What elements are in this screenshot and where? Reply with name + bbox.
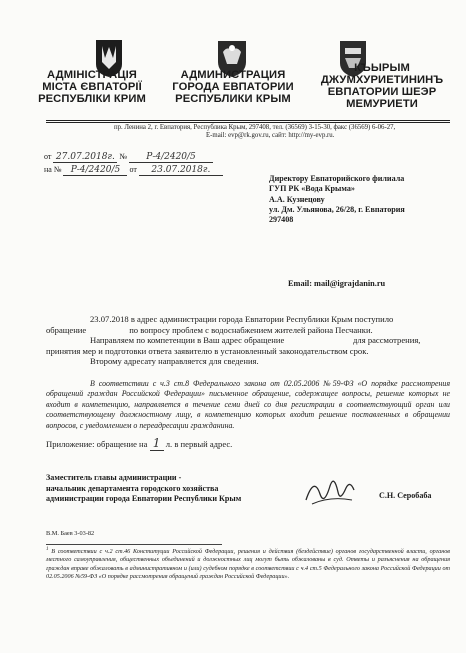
header-crimean-tatar [306,62,458,110]
header-divider [46,120,450,121]
from-no-label: № [119,152,128,161]
recipient-block [269,174,405,225]
incoming-ref-row [44,165,223,176]
legal-paragraph: В соответствии с ч.3 ст.8 Федерального закона от 02.05.2006 №59-ФЗ «О порядке рассмотрения обращений граждан Российской Федерации» письменное обращение, содержащее вопросы, решение которых не входит в компетенцию, направляется в течение семи дней со дня регистрации в соответствующий орган или соответствующему должностному лицу, в компетенцию которых входит решение поставленных в обращении вопросов, с уведомлением о переадресации гражданина. [46,379,450,430]
outgoing-date [53,152,117,163]
incoming-date-value: 23.07.2018г. [151,165,211,175]
to-date-label: от [129,165,137,174]
to-label: на № [44,165,62,174]
paragraph: Направляем по компетенции в Ваш адрес обращение для рассмотрения, [90,335,421,346]
paragraph: Второму адресату направляется для сведения. [90,356,259,367]
outgoing-number-value: Р-4/2420/5 [146,152,196,162]
outgoing-date-value: 27.07.2018г. [55,152,115,162]
paragraph: обращение по вопросу проблем с водоснабжением жителей района Песчанки. [46,324,373,335]
recipient-line: ул. Дм. Ульянова, 26/28, г. Евпатория [269,204,405,214]
signatory-line: начальник департамента городского хозяйства [46,483,219,493]
recipient-line: Директору Евпаторийского филиала [269,174,405,183]
recipient-line: А.А. Кузнецову [269,194,325,204]
header-center-line: ГОРОДА ЕВПАТОРИИ [172,81,294,93]
incoming-number-value: Р-4/2420/5 [70,165,121,175]
organization-address [114,124,395,140]
executor-contact: В.М. Баев 3-03-82 [46,530,95,537]
footnote-divider [46,544,222,545]
paragraph: принятия мер и подготовки ответа заявителю в установленный законодательством срок. [46,345,369,356]
legal-notice [46,379,450,431]
outgoing-date-row [44,152,213,163]
signatory-title [46,473,241,505]
attachment-count-value: 1 [152,436,161,450]
header-russian [162,69,304,105]
recipient-line: ГУП РК «Вода Крыма» [269,184,355,194]
header-center-line: АДМИНИСТРАЦИЯ [180,69,286,81]
paragraph: 23.07.2018 в адрес администрации города Евпатории Республики Крым поступило [90,314,394,324]
header-left-line: РЕСПУБЛІКИ КРИМ [38,93,146,105]
header-ukrainian [22,69,162,105]
header-right-line: МЕМУРИЕТИ [346,98,418,110]
contact-line [206,132,395,140]
signatory-line: администрации города Евпатории Республики Крым [46,494,242,504]
attachment-line [46,438,450,451]
footnote-text: В соответствии с ч.2 ст.46 Конституции Российской Федерации, решения и действия (бездействие) органов государственной власти, органов местного самоуправления, общественных объединений и должностных лиц могут быть обжалованы в суд. Ответы и разъяснения на обращения граждан вправе обжаловать в административном и (или) судебном порядке в соответствии с ч.4 ст.5 Федерального закона Российской Федерации от 02.05.2006 №59-ФЗ «О порядке рассмотрения обращений граждан Российской Федерации». [46,549,450,581]
signatory-name: С.Н. Серобаба [379,491,432,500]
header-right-line: ЕВПАТОРИИ ШЕЭР [327,86,437,98]
header-left-line: МІСТА ЄВПАТОРІЇ [42,81,142,93]
from-label: от [44,152,52,161]
header-divider [46,122,450,123]
footnote-mark: 1 [46,547,49,552]
attachment-suffix: л. в первый адрес. [165,439,233,449]
header-center-line: РЕСПУБЛИКИ КРЫМ [175,93,291,105]
footnote [46,546,450,582]
attachment-prefix: Приложение: обращение на [46,439,148,449]
contact-text: E-mail: evp@rk.gov.ru, сайт: http://my-evp.ru. [206,132,335,139]
header-right-line: ДЖУМХУРИЕТИНИНЪ [320,74,444,86]
header-right-line: КЪЫРЫМ [354,62,410,74]
header-left-line: АДМІНІСТРАЦІЯ [47,69,137,81]
attachment-count [150,438,164,451]
second-recipient-email: Email: mail@igrajdanin.ru [288,279,386,288]
incoming-date [139,165,223,176]
handwritten-signature [300,470,360,512]
letter-body [46,314,450,367]
signatory-line: Заместитель главы администрации - [46,473,182,482]
address-line: пр. Ленина 2, г. Евпатория, Республика Крым, 297408, тел. (36569) 3-15-30, факс (36569) 6-06-27, [114,124,396,131]
incoming-number [63,165,127,176]
recipient-line: 297408 [269,215,294,225]
outgoing-number [129,152,213,163]
